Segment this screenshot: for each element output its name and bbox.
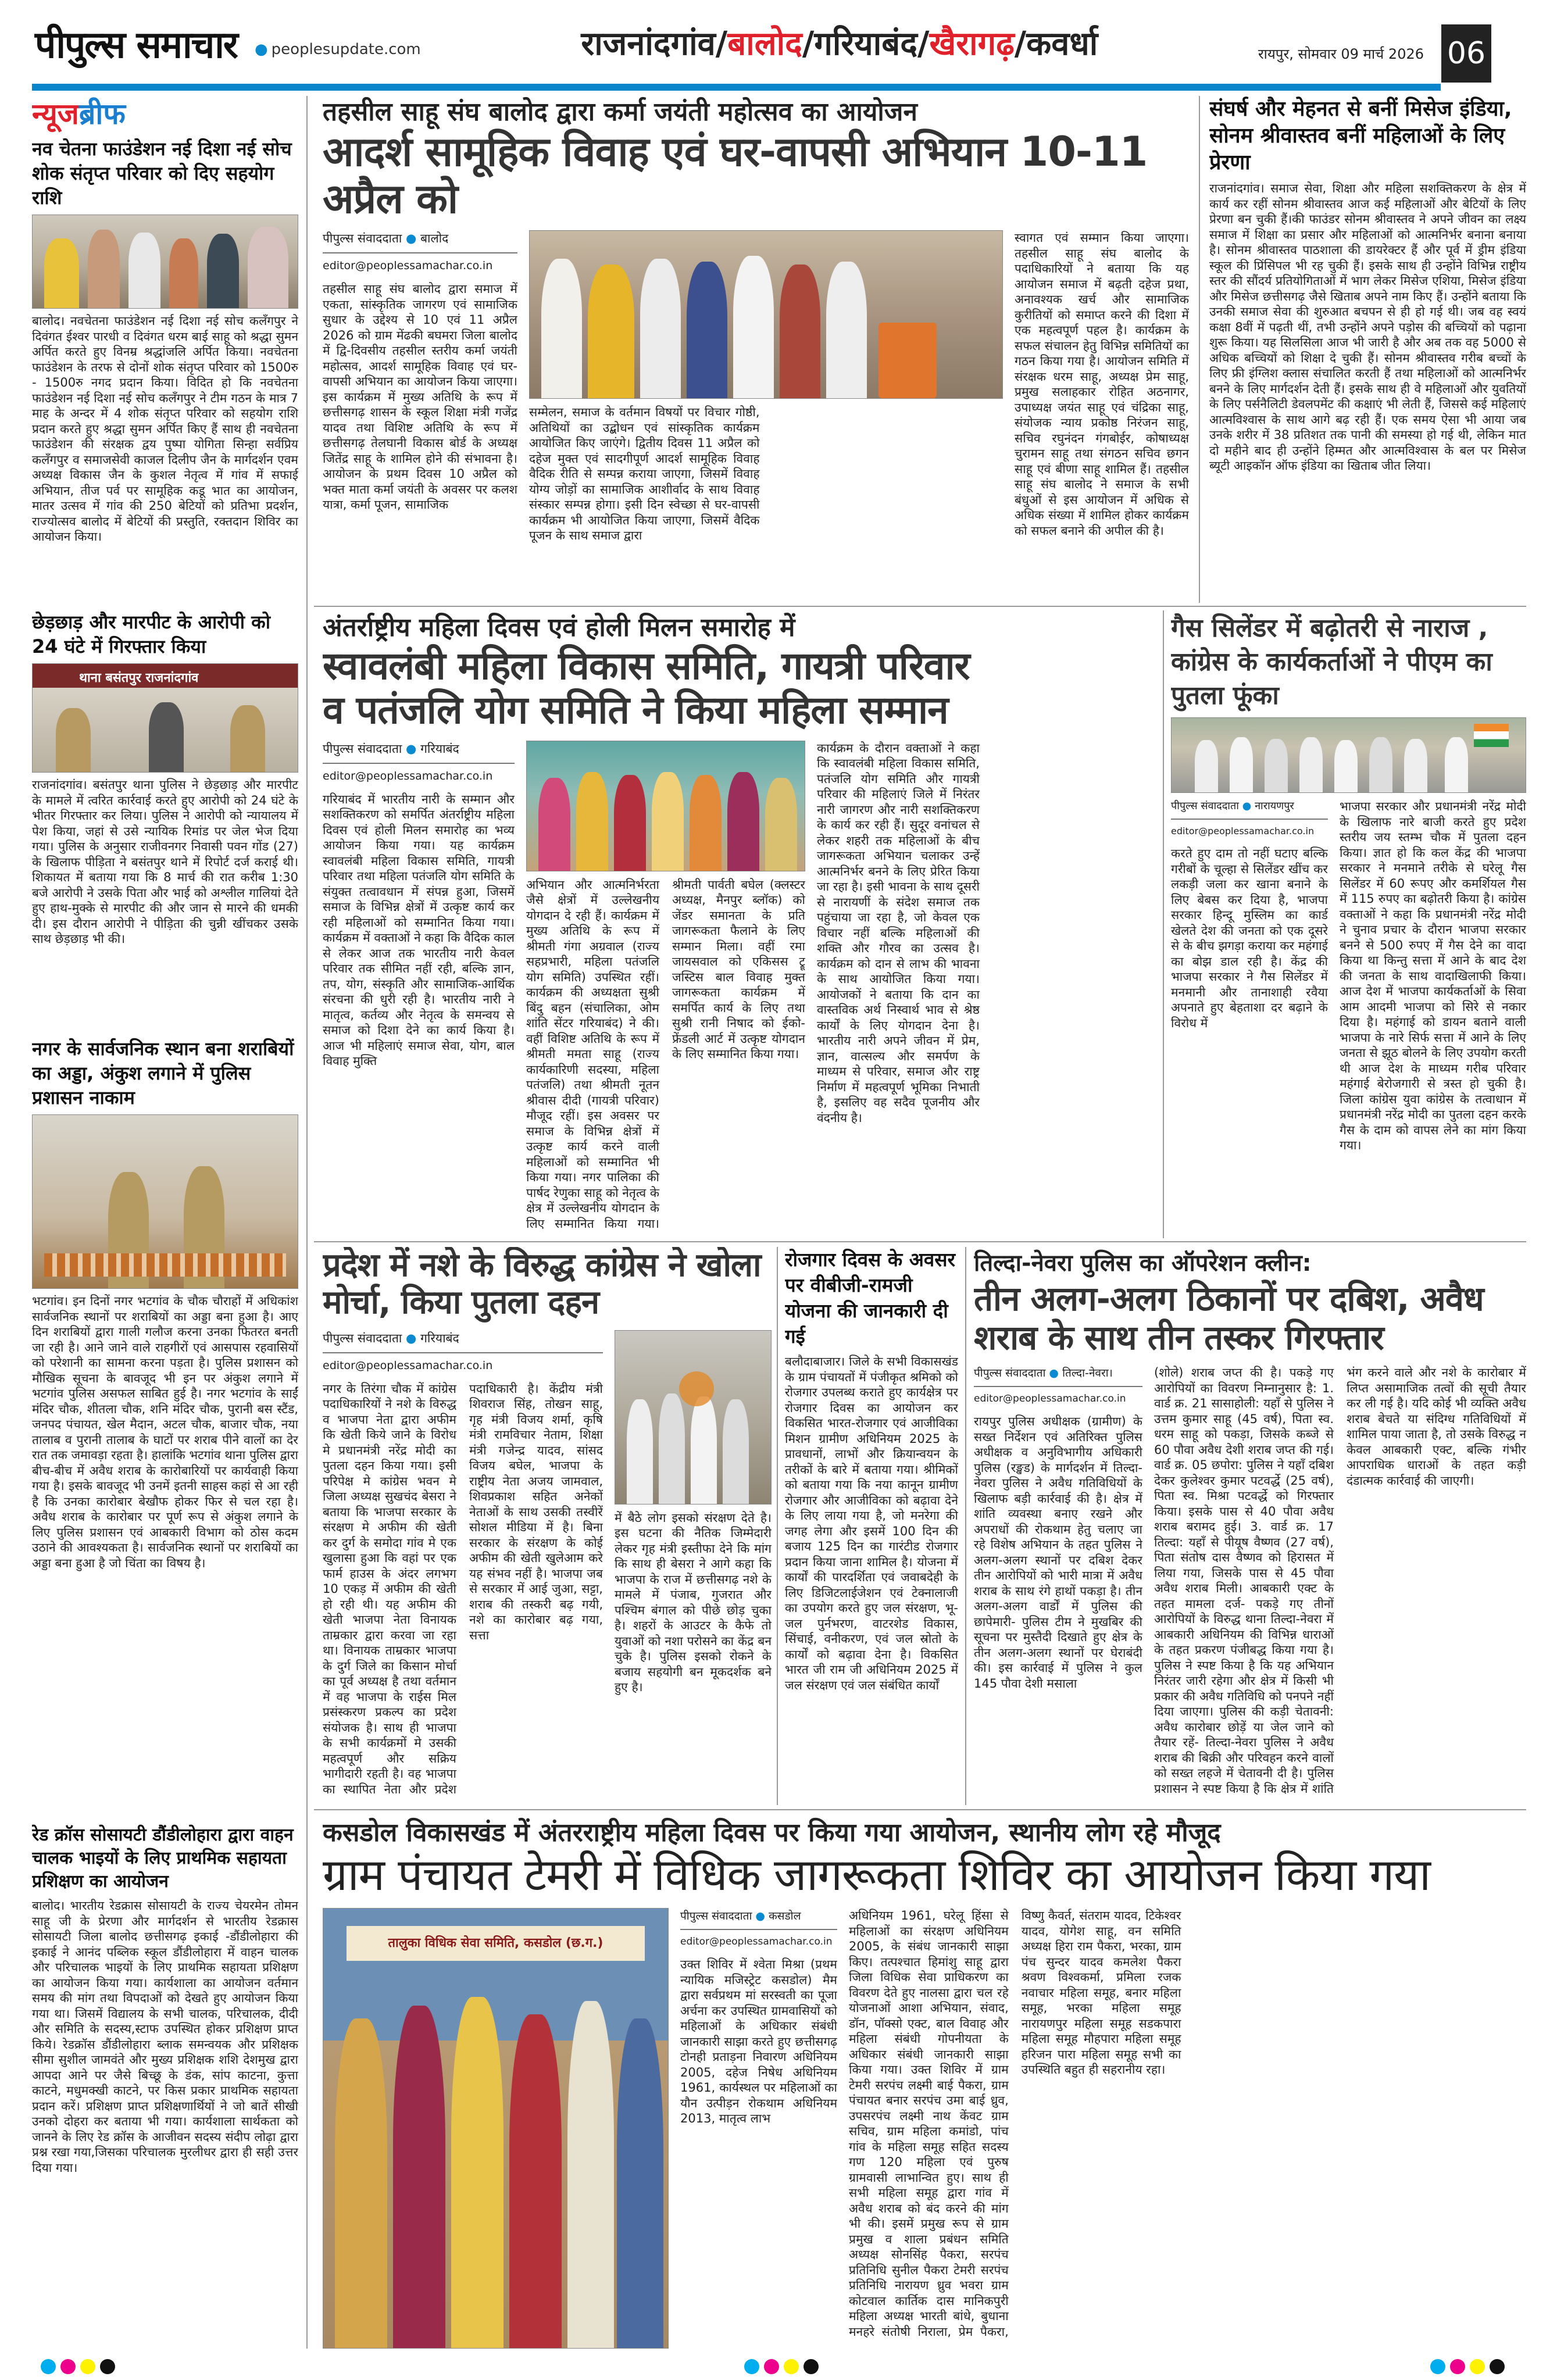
byline: पीपुल्स संवाददाता ● गरियाबंद — [323, 1330, 603, 1353]
brief-headline: रेड क्रॉस सोसायटी डौंडीलोहारा द्वारा वाहन चालक भाइयों के लिए प्राथमिक सहायता प्रशिक्षण का आयोजन — [32, 1825, 294, 1892]
police-station-sign: थाना बसंतपुर राजनांदगांव — [79, 671, 199, 685]
story-headline: रोजगार दिवस के अवसर पर वीबीजी-रामजी योजना की जानकारी दी गई — [785, 1248, 956, 1348]
editor-email[interactable]: editor@peoplessamachar.co.in — [974, 1393, 1126, 1405]
story-headline: तीन अलग-अलग ठिकानों पर दबिश, अवैध शराब के साथ तीन तस्कर गिरफ्तार — [974, 1279, 1484, 1357]
story-body: अभियान और आत्मनिर्भरता जैसे क्षेत्रों में उल्लेखनीय योगदान दे रही हैं। कार्यक्रम में मुख्य अतिथि के रूप में श्रीमती गंगा अग्रवाल (राज्य सहप्रभारी, महिला पतंजलि योग समिति) उपस्थित रहीं। कार्यक्रम की अध्यक्षता सुश्री बिंदु बहन (संचालिका, ओम शांति सेंटर गरियाबंद) ने की। वहीं विशिष्ट अतिथि के रूप में श्रीमती ममता साहू (राज्य कार्यकारिणी सदस्या, महिला पतंजलि) तथा श्रीमती नूतन श्रीवास दीदी (गायत्री परिवार) मौजूद रहीं। इस अवसर पर समाज के विभिन्न क्षेत्रों में उत्कृष्ट कार्य करने वाली महिलाओं को सम्मानित भी किया गया। नगर पालिका की पार्षद रेणुका साहू को नेतृत्व के क्षेत्र में उल्लेखनीय योगदान के लिए सम्मानित किया गया। श्रीमती पार्वती बघेल (क्लस्टर अध्यक्ष, मैनपुर ब्लॉक) को जेंडर समानता के प्रति जागरूकता फैलाने के लिए सम्मान मिला। वहीं रमा जायसवाल को एकिसस ट्रू जस्टिस बाल विवाह मुक्त जागरूकता कार्यक्रम में समर्पित कार्य के लिए तथा सुश्री रानी निषाद को ईको-फ्रेंडली आर्ट में उत्कृष्ट योगदान के लिए सम्मानित किया गया। — [526, 877, 805, 1231]
story-body-continued: में बैठे लोग इसको संरक्षण देते है। इस घटना की नैतिक जिम्मेदारी लेकर गृह मंत्री इस्तीफा देने कि मांग कि साथ ही बेसरा ने आगे कहा कि भाजपा के राज में छत्तीसगढ़ नशे के मामले में पंजाब, गुजरात और पश्चिम बंगाल को पीछे छोड़ चुका है। शहरों के आउटर के कैफे तो युवाओं को नशा परोसने का केंद्र बन चुके है। पुलिस इसको रोकने के बजाय सहयोगी बन मूकदर्शक बने हुए है। — [615, 1510, 772, 1695]
brief-headline: नगर के सार्वजनिक स्थान बना शराबियों का अड्डा, अंकुश लगाने में पुलिस प्रशासन नाकाम — [32, 1038, 294, 1109]
brief-headline: नव चेतना फाउंडेशन नई दिशा नई सोच शोक संतृप्त परिवार को दिए सहयोग राशि — [32, 138, 292, 209]
print-registration-marks — [744, 2359, 823, 2377]
section-divider — [314, 1241, 1526, 1242]
masthead-logo: पीपुल्स समाचार — [35, 24, 237, 67]
sonam-story — [1209, 96, 1526, 601]
story-body: नगर के तिरंगा चौक में कांग्रेस पदाधिकारियों ने नशे के विरुद्ध व भाजपा नेता द्वारा अफीम कि खेती किये जाने के विरोध मे प्रधानमंत्री नरेंद्र मोदी का पुतला दहन किया गया। इसी परिपेक्ष मे कांग्रेस भवन मे जिला अध्यक्ष सुखचंद बेसरा ने बताया कि भाजपा सरकार के संरक्षण मे अफीम की खेती कर दुर्ग के समोदा गांव मे एक खुलासा हुआ कि वहां पर एक फार्म हाउस के अंदर लगभग 10 एकड़ में अफीम की खेती हो रही थी। यह अफीम की खेती भाजपा नेता विनायक ताम्रकार द्वारा करवा जा रहा था। विनायक ताम्रकार भाजपा के दुर्ग जिले का किसान मोर्चा का पूर्व अध्यक्ष है तथा वर्तमान में वह भाजपा के राईस मिल प्रसंस्करण प्रकल्प का प्रदेश संयोजक है। साथ ही भाजपा के सभी कार्यक्रमों मे उसकी महत्वपूर्ण और सक्रिय भागीदारी रहती है। वह भाजपा का स्थापित नेता और प्रदेश पदाधिकारी है। केंद्रीय मंत्री शिवराज सिंह, तोखन साहू, गृह मंत्री विजय शर्मा, कृषि मंत्री रामविचार नेताम, शिक्षा मंत्री गजेन्द्र यादव, सांसद विजय बघेल, भाजपा के राष्ट्रीय नेता अजय जामवाल, शिवप्रकाश सहित अनेकों नेताओं के साथ उसकी तस्वीरें सोशल मीडिया में है। बिना सरकार के संरक्षण के कोई अफीम की खेती खुलेआम करे यह संभव नहीं है। भाजपा जब से सरकार में आई जुआ, सट्टा, शराब की तस्करी बढ़ गयी, नशे का कारोबार बढ़ गया, सत्ता — [323, 1381, 603, 1796]
story-body: तहसील साहू संघ बालोद द्वारा समाज में एकता, सांस्कृतिक जागरण एवं सामाजिक सुधार के उद्देश्य से 10 एवं 11 अप्रैल 2026 को ग्राम मेंढकी बघमरा जिला बालोद में द्वि-दिवसीय तहसील स्तरीय कर्मा जयंती महोत्सव, आदर्श सामूहिक विवाह एवं घर-वापसी अभियान का आयोजन किया जाएगा। इस कार्यक्रम में मुख्य अतिथि के रूप में छत्तीसगढ़ शासन के स्कूल शिक्षा मंत्री गजेंद्र यादव तथा विशिष्ट अतिथि के रूप में छत्तीसगढ़ तेलघानी विकास बोर्ड के अध्यक्ष जितेंद्र साहू के शामिल होने की संभावना है। आयोजन के प्रथम दिवस 10 अप्रैल को भक्त माता कर्मा जयंती के अवसर पर कलश यात्रा, कर्मा पूजन, सामाजिक — [323, 282, 517, 512]
story-photo — [615, 1330, 772, 1505]
story-headline: आदर्श सामूहिक विवाह एवं घर-वापसी अभियान 10-11 अप्रैल को — [323, 128, 1148, 223]
edition-name: राजनांदगांव — [581, 25, 716, 63]
story-body: रायपुर पुलिस अधीक्षक (ग्रामीण) के सख्त निर्देशन एवं अतिरिक्त पुलिस अधीक्षक व अनुविभागीय अधिकारी पुलिस (रङ्खड) के मार्गदर्शन में तिल्दा-नेवरा पुलिस ने अवैध गतिविधियों के खिलाफ बड़ी कार्रवाई की है। क्षेत्र में शांति व्यवस्था बनाए रखने और अपराधों की रोकथाम हेतु चलाए जा रहे विशेष अभियान के तहत पुलिस ने अलग-अलग स्थानों पर दबिश देकर तीन आरोपियों को भारी मात्रा में अवैध शराब के साथ रंगे हाथों पकड़ा है। तीन अलग-अलग वार्डों में पुलिस की छापेमारी- पुलिस टीम ने मुखबिर की सूचना पर मुस्तैदी दिखाते हुए क्षेत्र के तीन अलग-अलग स्थानों पर घेराबंदी की। इस कार्रवाई में पुलिस ने कुल 145 पौवा देशी मसाला — [974, 1414, 1142, 1691]
brief-item — [32, 1037, 298, 1816]
brief-item — [32, 610, 298, 1028]
story-photo — [1171, 717, 1526, 793]
story-kicker: अंतर्राष्ट्रीय महिला दिवस एवं होली मिलन समारोह में — [323, 613, 795, 642]
byline: पीपुल्स संवाददाता ● तिल्दा-नेवरा। — [974, 1365, 1142, 1387]
story-body: कार्यक्रम के दौरान वक्ताओं ने कहा कि स्वावलंबी महिला विकास समिति, पतंजलि योग समिति और गायत्री परिवार की महिलाएं जिले में निरंतर नारी जागरण और नारी सशक्तिकरण के कार्य कर रही हैं। सुदूर वनांचल से लेकर शहरी तक महिलाओं के बीच जागरूकता अभियान चलाकर उन्हें आत्मनिर्भर बनने के लिए प्रेरित किया जा रहा है। इसी भावना के साथ दूसरी से नारायणीं के संदेश समाज तक पहुंचाया जा रहा है, जो केवल एक विचार नहीं बल्कि महिलाओं की शक्ति और गौरव का उत्सव है। कार्यक्रम को दान से लाभ की भावना के साथ आयोजित किया गया। आयोजकों ने बताया कि दान का वास्तविक अर्थ निस्वार्थ भाव से श्रेष्ठ कार्यों के लिए योगदान देना है। भारतीय नारी अपने जीवन में प्रेम, ज्ञान, वात्सल्य और समर्पण के माध्यम से परिवार, समाज और राष्ट्र निर्माण में महत्वपूर्ण भूमिका निभाती है, इसलिए वह सदैव पूजनीय और वंदनीय है। — [817, 741, 980, 1125]
story-body-continued: अधिनियम 1961, घरेलू हिंसा से महिलाओं का संरक्षण अधिनियम 2005, के संबंध जानकारी साझा किए। तत्पश्चात हिमांशु साहू द्वारा जिला विधिक सेवा प्राधिकरण का विवरण देते हुए नालसा द्वारा चल रहे योजनाओं आशा अभियान, संवाद, डॉन, पॉक्सो एक्ट, बाल विवाह और महिला संबंधी गोपनीयता के अधिकार संबंधी जानकारी साझा किया गया। उक्त शिविर में ग्राम टेमरी सरपंच लक्ष्मी बाई पैकरा, ग्राम पंचायत बनार सरपंच उमा बाई ध्रुव, उपसरपंच लक्ष्मी नाथ केंवट ग्राम सचिव, ग्राम महिला कमांडो, पांच गांव के महिला समूह सहित सदस्य गण 120 महिला एवं पुरुष ग्रामवासी लाभान्वित हुए। साथ ही सभी महिला समूह द्वारा गांव में अवैध शराब को बंद करने की मांग भी की। इसमें प्रमुख रूप से ग्राम प्रमुख व शाला प्रबंधन समिति अध्यक्ष सोनसिंह पैकरा, सरपंच प्रतिनिधि सुनील पैकरा टेमरी सरपंच प्रतिनिधि नारायण ध्रुव भवरा ग्राम कोटवाल कार्तिक दास मानिकपुरी महिला अध्यक्ष भारती बांधे, बुधाना मनहरे संतोषी निराला, प्रेम पैकरा, विष्णु कैवर्त, संतराम यादव, टिकेश्वर यादव, योगेश साहू, वन समिति अध्यक्ष हिरा राम पैकरा, भरका, ग्राम पंच सुन्दर यादव कमलेश पैकरा श्रवण विश्वकर्मा, प्रमिला रजक नवाचार महिला समूह, बनार महिला समूह, भरका महिला समूह नारायणपुर महिला समूह सडकपारा महिला समूह मौहपारा महिला समूह हरिजन पारा महिला समूह सभी का उपस्थिति बहुत ही सहरानीय रहा। — [849, 1909, 1181, 2339]
editor-email[interactable]: editor@peoplessamachar.co.in — [680, 1936, 833, 1948]
story-body: राजनांदगांव। समाज सेवा, शिक्षा और महिला सशक्तिकरण के क्षेत्र में कार्य कर रहीं सोनम श्रीवास्तव आज कई महिलाओं और बेटियों के लिए प्रेरणा बन चुकी हैं।की फाउंडर सोनम श्रीवास्तव ने अपने जीवन का लक्ष्य समाज में शिक्षा का प्रसार और महिलाओं को आत्मनिर्भर बनाना बनाया है। सोनम श्रीवास्तव पाठशाला की डायरेक्टर हैं और पूर्व में ड्रीम इंडिया स्कूल की प्रिंसिपल भी रह चुकी हैं। इसके साथ ही उन्होंने विभिन्न राष्ट्रीय स्तर की सौंदर्य प्रतियोगिताओं में भाग लेकर मिसेज एशिया, मिसेज इंडिया और मिसेज छत्तीसगढ़ जैसे खिताब अपने नाम किए हैं। उन्होंने बताया कि उनकी समाज सेवा की शुरुआत बचपन से ही हो गई थी। जब वह स्वयं कक्षा 8वीं में पढ़ती थीं, तभी उन्होंने अपने पड़ोस की बच्चियों को पढ़ाना शुरू किया। यह सिलसिला आज भी जारी है और अब तक वह 5000 से अधिक बच्चियों को शिक्षा दे चुकी हैं। सोनम श्रीवास्तव गरीब बच्चों के लिए फ्री इंग्लिश क्लास संचालित करती हैं तथा महिलाओं को आत्मनिर्भर बनने के लिए मार्गदर्शन देती हैं। इसके साथ ही वे महिलाओं और युवतियों के लिए पर्सनैलिटी डेवलपमेंट की कक्षाएं भी लेती हैं, जिससे कई महिलाएं आत्मविश्वास के साथ आगे बढ़ रही हैं। एक समय ऐसा भी आया जब उनके शरीर में 38 प्रतिशत तक पानी की समस्या हो गई थी, लेकिन मात दो महीने बाद ही उन्होंने हिम्मत और आत्मविश्वास के बल पर मिसेज ब्यूटी आइकॉन ऑफ इंडिया का खिताब जीत लिया। — [1209, 181, 1526, 473]
bullet-icon: ● — [755, 1910, 766, 1923]
brief-item — [32, 1824, 298, 2349]
story-body: गरियाबंद में भारतीय नारी के सम्मान और सशक्तिकरण को समर्पित अंतर्राष्ट्रीय महिला दिवस एवं होली मिलन समारोह का भव्य आयोजन किया गया। यह कार्यक्रम स्वावलंबी महिला विकास समिति, गायत्री परिवार तथा महिला पतंजलि योग समिति के संयुक्त तत्वावधान में संपन्न हुआ, जिसमें समाज के विभिन्न क्षेत्रों में उत्कृष्ट कार्य कर रही महिलाओं को सम्मानित किया गया। कार्यक्रम में वक्ताओं ने कहा कि वैदिक काल से लेकर आज तक भारतीय नारी केवल परिवार तक सीमित नहीं रही, बल्कि ज्ञान, तप, योग, संस्कृति और सामाजिक-आर्थिक संरचना की धुरी रही है। भारतीय नारी ने मातृत्व, कर्तव्य और नेतृत्व के समन्वय से समाज को दिशा देने का कार्य किया है। आज भी महिलाएं समाज सेवा, योग, बाल विवाह मुक्ति — [323, 792, 515, 1069]
section-divider — [314, 606, 1526, 607]
editor-email[interactable]: editor@peoplessamachar.co.in — [323, 259, 493, 272]
tilda-story — [974, 1247, 1526, 1805]
story-headline: प्रदेश में नशे के विरुद्ध कांग्रेस ने खोला मोर्चा, किया पुतला दहन — [323, 1247, 761, 1322]
story-kicker: तिल्दा-नेवरा पुलिस का ऑपरेशन क्लीन: — [974, 1250, 1312, 1277]
bullet-icon: ● — [406, 741, 417, 756]
rojgar-story — [785, 1247, 958, 1805]
nasha-story — [323, 1247, 772, 1805]
byline: पीपुल्स संवाददाता ● बालोद — [323, 230, 517, 253]
top-story — [323, 96, 1189, 601]
story-kicker: कसडोल विकासखंड में अंतरराष्ट्रीय महिला दिवस पर किया गया आयोजन, स्थानीय लोग रहे मौजूद — [323, 1818, 1221, 1847]
news-brief-label: न्यूजब्रीफ — [32, 97, 126, 131]
column-divider — [306, 96, 308, 2349]
brief-body: बालोद। नवचेतना फाउंडेशन नई दिशा नई सोच कलँगपुर ने दिवंगत ईश्वर पारधी व दिवंगत धरम बाई साहू को श्रद्धा सुमन अर्पित करते हुए विनम्र श्रद्धांजलि अर्पित किया। नवचेतना फाउंडेशन के तरफ से दोनों शोक संतृप्त परिवार को 1500रु - 1500रु नगद प्रदान किया। विदित हो कि नवचेतना फाउंडेशन नई दिशा नई सोच कलँगपुर ने टीम गठन के मात्र 7 माह के अन्दर में 4 शोक संतृप्त परिवार को सहयोग राशि प्रदान करते हुए श्रद्धा सुमन अर्पित किए हैं साथ ही नवचेतना फाउंडेशन की संरक्षक द्वय पुष्पा योगिता सिन्हा सर्वप्रिय कलँगपुर व समाजसेवी काजल दिलीप जैन के मार्गदर्शन एवम अध्यक्ष विकास जैन के कुशल नेतृत्व में गांव में सफाई अभियान, तीज पर्व पर सामूहिक कडू भात का आयोजन, मातर उत्सव में गांव की 250 बेटियों को प्रतिभा प्रदर्शन, राज्योत्सव बालोद में बेटियों की प्रस्तुति, रक्तदान शिविर का आयोजन किया। — [32, 314, 298, 544]
column-divider — [965, 1247, 966, 1805]
edition-separator: / — [802, 25, 815, 63]
edition-name: गरियाबंद — [814, 25, 918, 63]
story-body: स्वागत एवं सम्मान किया जाएगा। तहसील साहू संघ बालोद के पदाधिकारियों ने बताया कि यह आयोजन समाज में बढ़ती दहेज प्रथा, अनावश्यक खर्च और सामाजिक कुरीतियों को समाप्त करने की दिशा में एक महत्वपूर्ण पहल है। कार्यक्रम के सफल संचालन हेतु विभिन्न समितियों का गठन किया गया है। आयोजन समिति में संरक्षक धरम साहू, अध्यक्ष प्रेम साहू, प्रमुख सलाहकार रोहित अठनागर, उपाध्यक्ष जयंत साहू एवं चंद्रिका साहू, संयोजक न्याय प्रकोष्ठ निरंजन साहू, सचिव रघुनंदन गंगबोईर, कोषाध्यक्ष चुरामन साहू तथा संगठन सचिव छगन साहू एवं बीणा साहू शामिल हैं। तहसील साहू संघ बालोद ने समाज के सभी बंधुओं से इस आयोजन में अधिक से अधिक संख्या में शामिल होकर कार्यक्रम को सफल बनाने की अपील की है। — [1015, 231, 1189, 538]
editor-email[interactable]: editor@peoplessamachar.co.in — [323, 1359, 493, 1372]
bullet-icon: ● — [406, 1331, 417, 1345]
brief-body: बालोद। भारतीय रेडक्रास सोसायटी के राज्य चेयरमेन तोमन साहू जी के प्रेरणा और मार्गदर्शन से भारतीय रेडक्रास सोसायटी जिला बालोद छत्तीसगढ़ इकाई -डौंडीलोहारा की इकाई ने आनंद पब्लिक स्कूल डौंडीलोहारा में वाहन चालक और परिचालक भाइयों के लिए प्राथमिक सहायता प्रशिक्षण का आयोजन किया गया। कार्यशाला का आयोजन वर्तमान समय की मांग तथा विपदाओं को देखते हुए आयोजन किया गया था। जिसमें विद्यालय के सभी चालक, परिचालक, दीदी और समिति के सदस्य,स्टाफ उपस्थित होकर प्रशिक्षण प्राप्त किये। रेडक्रॉस डौंडीलोहारा ब्लाक समन्वयक और प्रशिक्षक सीमा सुशील जामवंते और मुख्य प्रशिक्षक शशि देशमुख द्वारा आपदा आने पर जैसे बिच्छू के डंक, सांप काटना, कुत्ता काटने, मधुमक्खी काटने, पर किस प्रकार प्राथमिक सहायता प्रदान करें। प्रशिक्षण प्राप्त प्रशिक्षणार्थियों ने जो बातें सीखी उनको दोहरा कर बताया भी गया। कार्यशाला सार्थकता को जानने के लिए रेड क्रॉस के आजीवन सदस्य संदीप लोढ़ा द्वारा प्रश्न रखा गया,जिसका परिचालक मुरलीधर द्वारा ही सही उत्तर दिया गया। — [32, 1899, 298, 2175]
editor-email[interactable]: editor@peoplessamachar.co.in — [1171, 826, 1315, 837]
story-photo — [526, 741, 805, 871]
edition-title — [438, 21, 1241, 67]
bullet-icon: ● — [1242, 800, 1252, 812]
story-body: बलौदाबाजार। जिले के सभी विकासखंड के ग्राम पंचायतों में पंजीकृत श्रमिको को रोजगार उपलब्ध कराते हुए कार्यक्षेत्र पर रोजगार दिवस का आयोजन कर विकसित भारत-रोजगार एवं आजीविका मिशन ग्रामीण अधिनियम 2025 के प्रावधानों, लाभों और क्रियान्वयन के तरीकों के बारे में बताया गया। श्रीमिकों को बताया गया कि नया कानून ग्रामीण रोजगार और आजीविका को बढ़ावा देने के लिए लाया गया है, जो मनरेगा की जगह लेगा और इसमें 100 दिन की बजाय 125 दिन का गारंटीड रोजगार प्रदान किया जाना शामिल है। योजना में कार्यों की पारदर्शिता एवं जवाबदेही के लिए डिजिटलाईजेशन एवं टेक्नालाजी का उपयोग करते हुए जल संरक्षण, भू-जल पुर्नभरण, वाटरशेड विकास, सिंचाई, वनीकरण, एवं जल स्रोतो के कार्यों को बढ़ावा देना है। विकसित भारत जी राम जी अधिनियम 2025 में जल संरक्षण एवं जल संबंधित कार्यों — [785, 1355, 958, 1692]
story-headline: स्वावलंबी महिला विकास समिति, गायत्री परिवार — [323, 644, 970, 688]
column-divider — [1163, 610, 1164, 1238]
edition-name: कवर्धा — [1026, 25, 1098, 63]
photo-banner: तालुका विधिक सेवा समिति, कसडोल (छ.ग.) — [347, 1926, 645, 1961]
story-body: करते हुए दाम तो नहीं घटाए बल्कि गरीबों के चूल्हा से सिलेंडर खींच कर लकड़ी जला कर खाना बनाने के लिए बेबस कर दिया है, भाजपा सरकार हिन्दू मुस्लिम का कार्ड खेलते देश की जनता को एक दूसरे से के बीच झगड़ा कराया कर महंगाई का बोझ डाल रही है। केंद्र की भाजपा सरकार ने गैस सिलेंडर में मनमानी और तानाशाही रवैया अपनाते हुए बेहताशा दर बढ़ाने के विरोध में — [1171, 846, 1328, 1030]
bottom-story — [323, 1817, 1526, 2349]
issue-date: रायपुर, सोमवार 09 मार्च 2026 — [1258, 46, 1424, 62]
edition-separator: / — [917, 25, 930, 63]
bullet-icon: ● — [406, 231, 417, 245]
edition-name: बालोद — [727, 25, 802, 63]
story-body-continued: (शोले) शराब जप्त की है। पकड़े गए आरोपियों का विवरण निम्नानुसार है: 1. वार्ड क्र. 21 सासाहोली: यहाँ से पुलिस ने उत्तम कुमार साहू (45 वर्ष), पिता स्व. धरम साहू को पकड़ा, जिसके कब्जे से 60 पौवा अवैध देशी शराब जप्त की गई। वार्ड क्र. 05 छपोरा: पुलिस ने यहाँ दबिश देकर कुलेश्वर कुमार पटवर्द्धे (25 वर्ष), पिता स्व. मिश्रा पटवर्द्धे को गिरफ्तार किया। इसके पास से 40 पौवा अवैध शराब बरामद हुई। 3. वार्ड क्र. 17 तिल्दा: यहाँ से पीयूष वैष्णव (27 वर्ष), पिता संतोष दास वैष्णव को हिरासत में लिया गया, जिसके पास से 45 पौवा अवैध शराब मिली। आबकारी एक्ट के तहत मामला दर्ज- पकड़े गए तीनों आरोपियों के विरुद्ध थाना तिल्दा-नेवरा में आबकारी अधिनियम की विभिन्न धाराओं के तहत प्रकरण पंजीबद्ध किया गया है। पुलिस ने स्पष्ट किया है कि यह अभियान निरंतर जारी रहेगा और क्षेत्र में किसी भी प्रकार की अवैध गतिविधि को पनपने नहीं दिया जाएगा। पुलिस की कड़ी चेतावनी: अवैध कारोबार छोड़ें या जेल जाने को तैयार रहें- तिल्दा-नेवरा पुलिस ने अवैध शराब की बिक्री और परिवहन करने वालों को सख्त लहजे में चेतावनी दी है। पुलिस प्रशासन ने स्पष्ट किया है कि क्षेत्र में शांति भंग करने वाले और नशे के कारोबार में लिप्त असामाजिक तत्वों की सूची तैयार कर ली गई है। यदि कोई भी व्यक्ति अवैध शराब बेचते या संदिग्ध गतिविधियों में शामिल पाया जाता है, तो उसके विरुद्ध न केवल आबकारी एक्ट, बल्कि गंभीर आपराधिक धाराओं के तहत कड़ी दंडात्मक कार्रवाई की जाएगी। — [1154, 1366, 1526, 1796]
womens-day-story — [323, 612, 1155, 1237]
column-divider — [777, 1247, 778, 1805]
story-photo — [529, 230, 1003, 399]
story-photo — [323, 1908, 669, 2349]
story-headline: ग्राम पंचायत टेमरी में विधिक जागरूकता शिविर का आयोजन किया गया — [323, 1849, 1430, 1900]
location-pin-icon: ● — [254, 41, 268, 58]
brief-body: भटगांव। इन दिनों नगर भटगांव के चौक चौराहों में अधिकांश सार्वजनिक स्थानों पर शराबियों का अड्डा बना हुआ है। आए दिन शराबियों द्वारा गाली गलौज करना उनका फितरत बनती जा रही है। आने जाने वाले राहगीरों एवं आसपास रहवासियों को परेशानी का सामना करना पड़ता है। पुलिस प्रशासन को मौखिक सूचना के बावजूद भी इन पर अंकुश लगाने में भटगांव पुलिस असफल साबित हुई है। नगर भटगांव के साईं मंदिर चौक, शीतला चौक, शनि मंदिर चौक, पुरानी बस स्टैंड, जनपद पंचायत, खेल मैदान, अटल चौक, बाजार चौक, नया तालाब व पुरानी तालाब के घाटों पर शराब पीने वालों का देर रात तक जमावड़ा रहता है। हालांकि भटगांव थाना पुलिस द्वारा बीच-बीच में अवैध शराब के कारोबारियों पर कार्यवाही किया गया है। इसके बावजूद भी उनमें इतनी साहस कहां से आ रही है कि उनका कारोबार बेखौफ होकर फिर से चल रहा है। अवैध शराब के कारोबार पर पूर्ण रूप से अंकुश लगाने के लिए पुलिस प्रशासन एवं आबकारी विभाग को ठोस कदम उठाने की आवश्यकता है। सार्वजनिक स्थानों पर शराबियों का अड्डा बना हुआ है जो चिंता का विषय है। — [32, 1294, 298, 1570]
print-registration-marks — [1430, 2359, 1509, 2377]
story-body: सम्मेलन, समाज के वर्तमान विषयों पर विचार गोष्ठी, अतिथियों का उद्बोधन एवं सांस्कृतिक कार्यक्रम आयोजित किए जाएंगे। द्वितीय दिवस 11 अप्रैल को दहेज मुक्त एवं सादगीपूर्ण आदर्श सामूहिक विवाह वैदिक रीति से सम्पन्न कराया जाएगा, जिसमें विवाह योग्य जोड़ों का सामाजिक आशीर्वाद के साथ विवाह संस्कार सम्पन्न होगा। इसी दिन स्वेच्छा से घर-वापसी कार्यक्रम भी आयोजित किया जाएगा, जिसमें वैदिक पूजन के साथ समाज द्वारा — [529, 405, 760, 542]
brief-body: राजनांदगांव। बसंतपुर थाना पुलिस ने छेड़छाड़ और मारपीट के मामले में त्वरित कार्रवाई करते हुए आरोपी को 24 घंटे के भीतर गिरफ्तार कर लिया। पुलिस ने आरोपी को न्यायालय में पेश किया, जहां से उसे न्यायिक रिमांड पर जेल भेज दिया गया। पुलिस के अनुसार राजीवनगर निवासी पवन गोंड (27) के खिलाफ पीड़िता ने बसंतपुर थाने में रिपोर्ट दर्ज कराई थी। शिकायत में बताया गया कि 8 मार्च की रात करीब 1:30 बजे आरोपी ने उसके पिता और भाई को अश्लील गालियां देते हुए हाथ-मुक्के से मारपीट की और जान से मारने की धमकी दी। इस दौरान आरोपी ने पीड़िता की चुन्नी खींचकर उसके साथ छेड़छाड़ भी की। — [32, 778, 298, 946]
gas-story — [1171, 612, 1526, 1237]
byline: पीपुल्स संवाददाता ● कसडोल — [680, 1908, 837, 1930]
bullet-icon: ● — [1049, 1367, 1059, 1380]
masthead — [35, 21, 1491, 81]
brief-photo — [32, 215, 298, 309]
brief-item — [32, 137, 298, 602]
byline: पीपुल्स संवाददाता ● नारायणपुर — [1171, 799, 1328, 820]
brief-photo — [32, 663, 298, 773]
edition-separator: / — [715, 25, 728, 63]
news-brief-column — [32, 96, 298, 2349]
website-link[interactable]: ● peoplesupdate.com — [254, 41, 421, 58]
story-headline: संघर्ष और मेहनत से बनीं मिसेज इंडिया, सोनम श्रीवास्तव बनीं महिलाओं के लिए प्रेरणा — [1209, 97, 1512, 174]
edition-separator: / — [1014, 25, 1027, 63]
print-registration-marks — [41, 2359, 120, 2377]
editor-email[interactable]: editor@peoplessamachar.co.in — [323, 769, 493, 782]
column-divider — [1199, 96, 1200, 603]
story-body: उक्त शिविर में श्वेता मिश्रा (प्रथम न्यायिक मजिस्ट्रेट कसडोल) मैम द्वारा सर्वप्रथम मां सरस्वती का पूजा अर्चना कर उपस्थित ग्रामवासियों को महिलाओं के अधिकार संबंधी जानकारी साझा करते हुए छत्तीसगढ़ टोनही प्रताड़ना निवारण अधिनियम 2005, दहेज निषेध अधिनियम 1961, कार्यस्थल पर महिलाओं का यौन उत्पीड़न रोकथाम अधिनियम 2013, मातृत्व लाभ — [680, 1957, 837, 2126]
story-headline: व पतंजलि योग समिति ने किया महिला सम्मान — [323, 687, 948, 732]
section-divider — [314, 1809, 1526, 1810]
edition-name: खैरागढ़ — [929, 25, 1015, 63]
story-headline: गैस सिलेंडर में बढ़ोतरी से नाराज , कांग्रेस के कार्यकर्ताओं ने पीएम का पुतला फूंका — [1171, 613, 1492, 710]
brief-photo — [32, 1114, 298, 1289]
story-body: भाजपा सरकार और प्रधानमंत्री नरेंद्र मोदी के खिलाफ नारे बाजी करते हुए प्रदेश स्तरीय जय स्तम्भ चौक में पुतला दहन किया। ज्ञात हो कि कल केंद्र की भाजपा सरकार ने मनमाने तरीके से घरेलू गैस सिलेंडर में 60 रूपए और कमर्शियल गैस में 115 रुपए का बढ़ोतरी किया है। कांग्रेस वक्ताओं ने कहा कि प्रधानमंत्री नरेंद्र मोदी ने चुनाव प्रचार के दौरान भाजपा सरकार बनने से 500 रुपए में गैस देने का वादा किया था किन्तु सत्ता में आने के बाद देश की जनता के साथ वादाखिलाफी किया। आज देश में भाजपा कार्यकर्ताओं के सिवा आम आदमी भाजपा को सिरे से नकार दिया है। महंगाई को डायन बताने वाली भाजपा के नारे सिर्फ सत्ता में आने के लिए जनता से झूठ बोलने के लिए उपयोग करती थी आज देश के माध्यम गरीब परिवार महंगाई बेरोजगारी से त्रस्त हो चुकी है। जिला कांग्रेस युवा कांग्रेस के तत्वाधान में प्रधानमंत्री नरेंद्र मोदी का पुतला दहन करके गैस के दाम को वापस लेने का मांग किया गया। — [1340, 799, 1526, 1152]
header-bar — [32, 84, 1441, 91]
story-kicker: तहसील साहू संघ बालोद द्वारा कर्मा जयंती महोत्सव का आयोजन — [323, 97, 917, 127]
brief-headline: छेड़छाड़ और मारपीट के आरोपी को 24 घंटे में गिरफ्तार किया — [32, 611, 271, 657]
page-number: 06 — [1441, 24, 1491, 83]
byline: पीपुल्स संवाददाता ● गरियाबंद — [323, 741, 515, 764]
